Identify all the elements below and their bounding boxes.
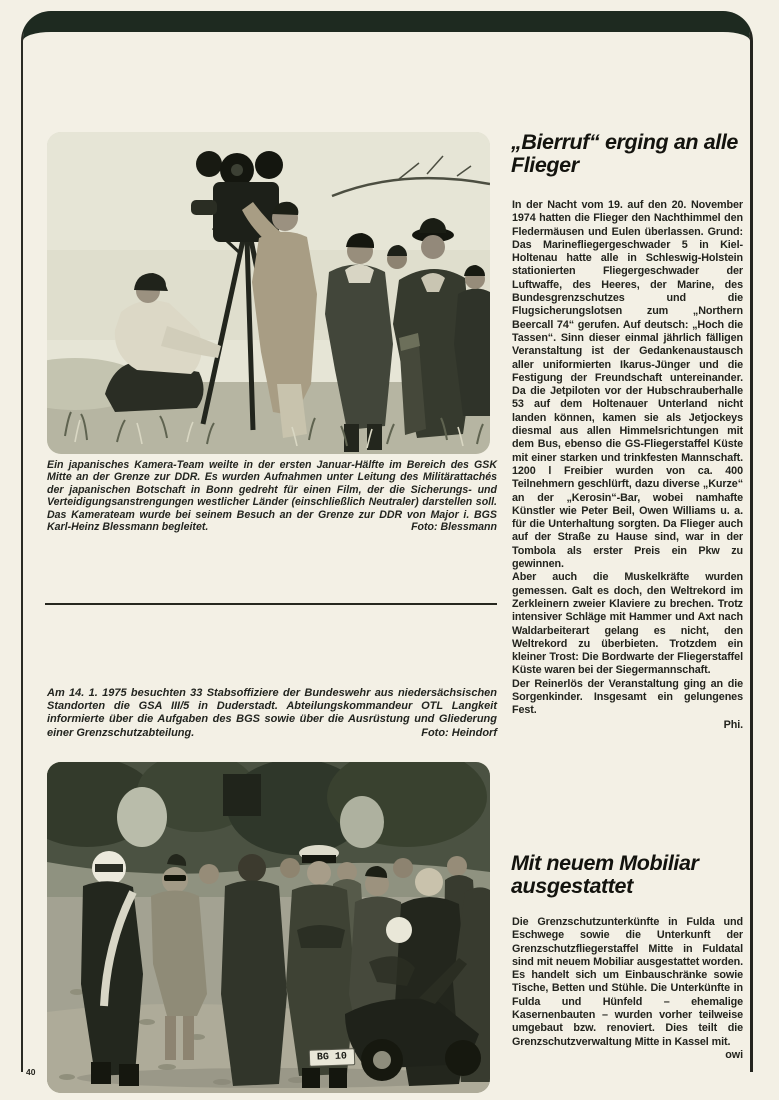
article-title-mobiliar: Mit neuem Mobiliar ausgestattet — [511, 851, 699, 898]
photo-credit: Foto: Heindorf — [421, 726, 497, 739]
officers-visit-photo-illustration — [47, 762, 490, 1093]
article-title-bierruf: „Bierruf“ erging an alle Flieger — [511, 130, 738, 177]
article-paragraph-text: Die Grenzschutzunterkünfte in Fulda und Eschwege sowie die Unterkunft der Grenzschutzfliegerstaffel Mitte in Fuldatal sind mit neuem Mobiliar ausgestattet worden. Es handelt sich um Einbauschränke sowie Tische, Betten und Stühle. Die Unterkünfte in Fulda und Hünfeld – ehemalige Kasernenbauten – wurden vorher teilweise umgebaut bzw. renoviert. Dies teilt die Grenzschutzverwaltung Mitte in Kassel mit. — [512, 916, 743, 1048]
page-number: 40 — [26, 1067, 36, 1077]
article-paragraph: Der Reinerlös der Veranstaltung ging an die Sorgenkinder. Insgesamt ein gelungenes Fest. — [512, 677, 743, 717]
photo-officers-visit — [47, 762, 490, 1093]
article-paragraph: Aber auch die Muskelkräfte wurden gemessen. Galt es doch, den Weltrekord im Zerkleinern zweier Klaviere zu brechen. Trotz intensiver Schläge mit Hammer und Axt nach Waldarbeiterart gelang es nicht, den Weltrekord zu überbieten. Trotzdem ein kleiner Trost: Die Bordwarte der Fliegerstaffel Küste waren bei der Siegermannschaft. — [512, 571, 743, 677]
photo-caption-camera-team — [47, 459, 497, 533]
author-signature: Phi. — [723, 718, 743, 731]
photo-camera-team — [47, 132, 490, 454]
article-paragraph: In der Nacht vom 19. auf den 20. November 1974 hatten die Flieger den Nachthimmel den Fledermäusen und Eulen überlassen. Grund: Das Marinefliegergeschwader 5 in Kiel-Holtenau hatte alle in Schleswig-Holstein stationierten Fliegergeschwader der Luftwaffe, des Heeres, der Marine, des Bundesgrenzschutzes und die Flugsicherungslotsen zum „Northern Beercall 74“ gerufen. Auf deutsch: „Hoch die Tassen“. Sinn dieser einmal jährlich fälligen Veranstaltung ist der Gedankenaustausch aller uniformierten Ikarus-Jünger und die Festigung der Freundschaft untereinander. Da die Jetpiloten vor der Hubschrauberhalle 53 auf dem Holtenauer Unterland nicht landen können, kamen sie als Jetjockeys diesmal aus allen Himmelsrichtungen mit dem Bus, ebenso die GS-Fliegerstaffel Küste mit einer starken und trinkfesten Mannschaft. 1200 l Freibier wurden von ca. 400 Teilnehmern geschlürft, dazu diverse „Kurze“ an der „Kerosin“-Bar, wobei namhafte Künstler wie Peter Beil, Owen Williams u. a. für die Unterhaltung sorgten. Da Flieger auch auf der Straße zu Hause sind, war in der Tombola als erster Preis ein Pkw zu gewinnen. — [512, 199, 743, 571]
license-plate: BG 10 — [309, 1048, 356, 1067]
section-divider — [45, 603, 497, 605]
article-body-bierruf — [512, 199, 743, 732]
author-signature: owi — [725, 1048, 743, 1061]
caption-text: Ein japanisches Kamera-Team weilte in der ersten Januar-Hälfte im Bereich des GSK Mitte an der Grenze zur DDR. Es wurden Aufnahmen unter Leitung des Militärattachés der japanischen Botschaft in Bonn gedreht für einen Film, der die Sicherungs- und Verteidigungsanstrengungen westlicher Länder (einschließlich Neutraler) darstellen soll. Das Kamerateam wurde bei seinem Besuch an der Grenze zur DDR von Major i. BGS Karl-Heinz Blessmann begleitet. — [47, 459, 497, 534]
article-body-mobiliar — [512, 916, 743, 1062]
photo-credit: Foto: Blessmann — [411, 521, 497, 534]
article-paragraph — [512, 916, 743, 1061]
photo-caption-officers-visit — [47, 687, 497, 740]
caption-text: Am 14. 1. 1975 besuchten 33 Stabsoffiziere der Bundeswehr aus niedersächsischen Standorten die GSA III/5 in Duderstadt. Abteilungskommandeur OTL Langkeit informierte über die Aufgaben des BGS sowie über die Ausrüstung und Gliederung einer Grenzschutzabteilung. — [47, 687, 497, 739]
camera-team-photo-illustration — [47, 132, 490, 454]
